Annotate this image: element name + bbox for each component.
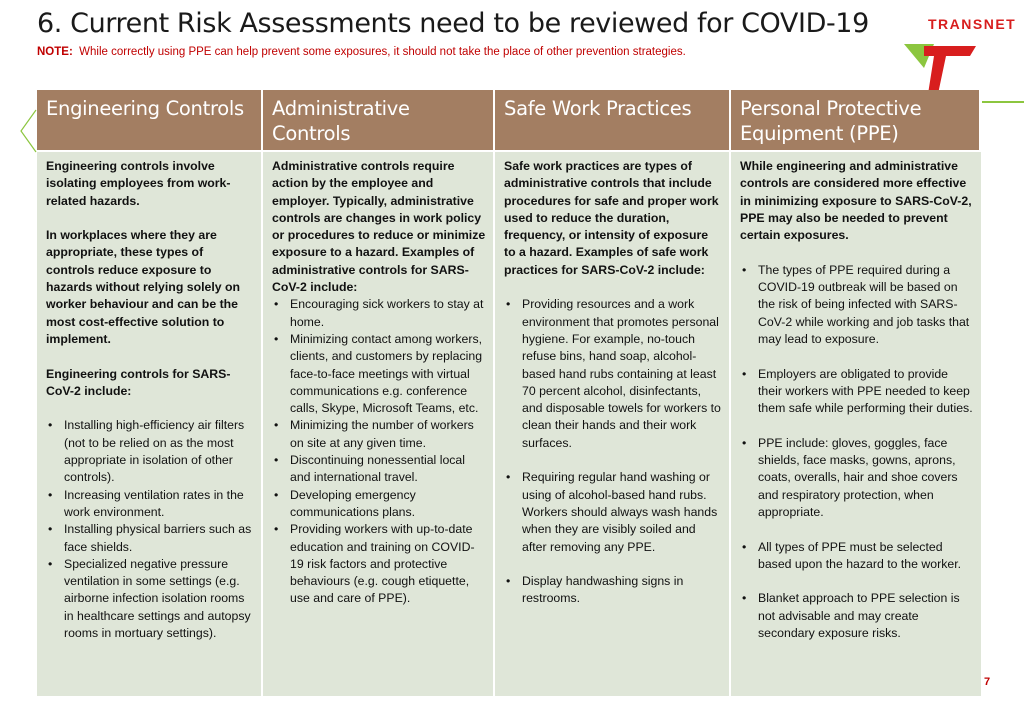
list-item: • Minimizing contact among workers, clients, and customers by replacing face-to-face meetings with virtual communications e.g. conference calls, Skype, Microsoft Teams, etc. bbox=[272, 331, 487, 417]
heading-ppe: Personal Protective Equipment (PPE) bbox=[731, 90, 981, 150]
list-item: • Installing physical barriers such as face shields. bbox=[46, 521, 255, 556]
list-item: • Display handwashing signs in restrooms. bbox=[504, 573, 723, 608]
page-number: 7 bbox=[984, 676, 991, 688]
engineering-bullet-list bbox=[46, 417, 255, 642]
list-item: • Providing resources and a work environment that promotes personal hygiene. For example, no-touch refuse bins, hand soap, alcohol-based hand rubs containing at least 70 percent alcohol, disinfectants, and disposable towels for workers to clean their hands and their work surfaces. bbox=[504, 296, 723, 452]
list-item: • Increasing ventilation rates in the work environment. bbox=[46, 487, 255, 522]
page-title: 6. Current Risk Assessments need to be reviewed for COVID-19 bbox=[37, 8, 869, 39]
administrative-bullet-list bbox=[272, 296, 487, 607]
controls-table bbox=[37, 90, 981, 696]
engineering-intro-3: Engineering controls for SARS-CoV-2 include: bbox=[46, 366, 231, 398]
list-item: • Providing workers with up-to-date education and training on COVID-19 risk factors and protective behaviours (e.g. cough etiquette, use and care of PPE). bbox=[272, 521, 487, 607]
ppe-intro: While engineering and administrative controls are considered more effective in minimizing exposure to SARS-CoV-2, PPE may also be needed to prevent certain exposures. bbox=[740, 159, 972, 243]
note-label: NOTE: bbox=[37, 46, 73, 58]
cell-safe-work-practices bbox=[495, 150, 731, 696]
list-item: • Requiring regular hand washing or using of alcohol-based hand rubs. Workers should always wash hands when they are visibly soiled and after removing any PPE. bbox=[504, 469, 723, 555]
left-chevron-decoration-icon bbox=[18, 108, 38, 154]
note-text: While correctly using PPE can help prevent some exposures, it should not take the place of other prevention strategies. bbox=[79, 46, 686, 58]
list-item: • Developing emergency communications plans. bbox=[272, 487, 487, 522]
list-item: • The types of PPE required during a COVID-19 outbreak will be based on the risk of being infected with SARS-CoV-2 while working and job tasks that may lead to exposure. bbox=[740, 262, 975, 348]
heading-administrative-controls: Administrative Controls bbox=[263, 90, 495, 150]
list-item: • Specialized negative pressure ventilation in some settings (e.g. airborne infection isolation rooms in healthcare settings and autopsy rooms in mortuary settings). bbox=[46, 556, 255, 642]
list-item: • Encouraging sick workers to stay at home. bbox=[272, 296, 487, 331]
list-item: • Blanket approach to PPE selection is not advisable and may create secondary exposure risks. bbox=[740, 590, 975, 642]
ppe-bullet-list bbox=[740, 262, 975, 643]
list-item: • All types of PPE must be selected based upon the hazard to the worker. bbox=[740, 539, 975, 574]
transnet-logo-text: TRANSNET bbox=[928, 16, 1017, 32]
cell-engineering-controls bbox=[37, 150, 263, 696]
list-item: • Employers are obligated to provide their workers with PPE needed to keep them safe while performing their duties. bbox=[740, 366, 975, 418]
cell-ppe bbox=[731, 150, 981, 696]
list-item: • Minimizing the number of workers on site at any given time. bbox=[272, 417, 487, 452]
list-item: • Installing high-efficiency air filters (not to be relied on as the most appropriate in isolation of other controls). bbox=[46, 417, 255, 486]
note-banner bbox=[37, 46, 686, 58]
administrative-intro: Administrative controls require action by the employee and employer. Typically, administrative controls are changes in work policy or procedures to reduce or minimize exposure to a hazard. Examples of administrative controls for SARS-CoV-2 include: bbox=[272, 159, 486, 295]
engineering-intro-2: In workplaces where they are appropriate, these types of controls reduce exposure to hazards without relying solely on worker behaviour and can be the most cost-effective solution to implement. bbox=[46, 228, 241, 346]
transnet-logo-icon bbox=[900, 42, 980, 94]
heading-engineering-controls: Engineering Controls bbox=[37, 90, 263, 150]
cell-administrative-controls bbox=[263, 150, 495, 696]
green-accent-line bbox=[982, 101, 1024, 103]
list-item: • Discontinuing nonessential local and international travel. bbox=[272, 452, 487, 487]
heading-safe-work-practices: Safe Work Practices bbox=[495, 90, 731, 150]
list-item: • PPE include: gloves, goggles, face shields, face masks, gowns, aprons, coats, overalls, hair and shoe covers and respiratory protection, when appropriate. bbox=[740, 435, 975, 521]
engineering-intro: Engineering controls involve isolating employees from work-related hazards. bbox=[46, 159, 231, 208]
safe-work-intro: Safe work practices are types of administrative controls that include procedures for safe and proper work used to reduce the duration, frequency, or intensity of exposure to a hazard. Examples of safe work practices for SARS-CoV-2 include: bbox=[504, 159, 719, 277]
safe-work-bullet-list bbox=[504, 296, 723, 607]
